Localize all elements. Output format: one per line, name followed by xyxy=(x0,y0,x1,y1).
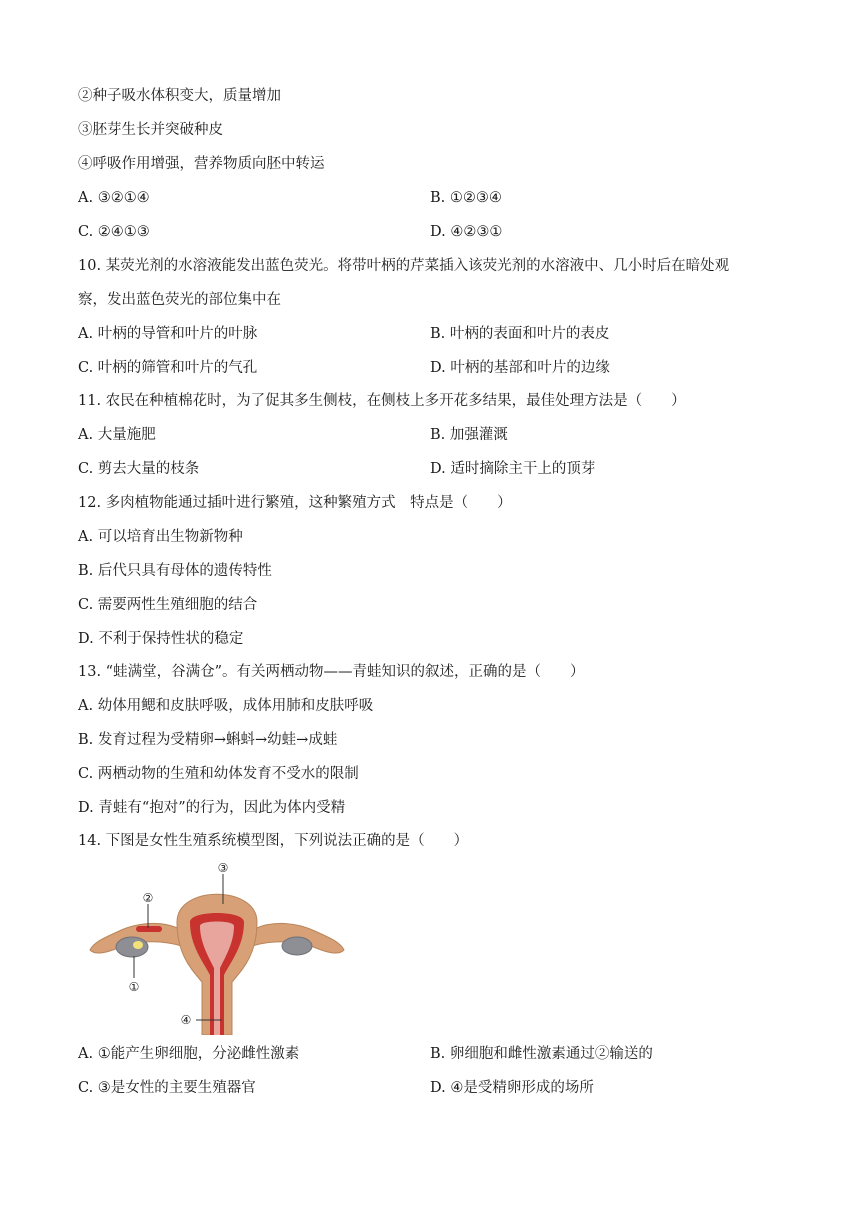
q10-option-c: C. 叶柄的筛管和叶片的气孔 xyxy=(78,360,258,376)
q13-stem: 13. “蛙满堂，谷满仓”。有关两栖动物——青蛙知识的叙述，正确的是（ ） xyxy=(78,664,585,680)
left-tube-red-segment xyxy=(136,926,162,932)
right-ovary xyxy=(282,937,312,955)
q12-option-c: C. 需要两性生殖细胞的结合 xyxy=(78,597,258,613)
q12-stem: 12. 多肉植物能通过插叶进行繁殖，这种繁殖方式 特点是（ ） xyxy=(78,495,512,511)
q12-option-a: A. 可以培育出生物新物种 xyxy=(78,529,243,545)
q10-option-a: A. 叶柄的导管和叶片的叶脉 xyxy=(78,326,258,342)
q10-stem-line2: 察，发出蓝色荧光的部位集中在 xyxy=(78,292,281,308)
q14-stem: 14. 下图是女性生殖系统模型图，下列说法正确的是（ ） xyxy=(78,833,469,849)
q9-option-b: B. ①②③④ xyxy=(430,190,502,206)
q11-option-d: D. 适时摘除主干上的顶芽 xyxy=(430,461,596,477)
q11-option-a: A. 大量施肥 xyxy=(78,427,156,443)
q9-option-d: D. ④②③① xyxy=(430,224,503,240)
q10-option-b: B. 叶柄的表面和叶片的表皮 xyxy=(430,326,610,342)
q12-option-b: B. 后代只具有母体的遗传特性 xyxy=(78,563,272,579)
q12-option-d: D. 不利于保持性状的稳定 xyxy=(78,631,244,647)
ovum-highlight xyxy=(133,941,143,949)
q13-option-b: B. 发育过程为受精卵→蝌蚪→幼蛙→成蛙 xyxy=(78,732,338,748)
q11-option-c: C. 剪去大量的枝条 xyxy=(78,461,200,477)
q9-option-a: A. ③②①④ xyxy=(78,190,150,206)
q10-stem-line1: 10. 某荧光剂的水溶液能发出蓝色荧光。将带叶柄的芹菜插入该荧光剂的水溶液中、几小时后在暗处观 xyxy=(78,258,730,274)
label-4: ④ xyxy=(180,1013,192,1027)
q10-option-d: D. 叶柄的基部和叶片的边缘 xyxy=(430,360,610,376)
q14-option-d: D. ④是受精卵形成的场所 xyxy=(430,1080,594,1096)
female-reproductive-system-figure xyxy=(82,860,352,1035)
label-1: ① xyxy=(128,980,140,994)
q13-option-a: A. 幼体用鳃和皮肤呼吸，成体用肺和皮肤呼吸 xyxy=(78,698,374,714)
label-3: ③ xyxy=(217,861,229,875)
q9-statement-2: ②种子吸水体积变大，质量增加 xyxy=(78,88,281,104)
q9-statement-4: ④呼吸作用增强，营养物质向胚中转运 xyxy=(78,156,325,172)
q14-option-c: C. ③是女性的主要生殖器官 xyxy=(78,1080,256,1096)
q13-option-c: C. 两栖动物的生殖和幼体发育不受水的限制 xyxy=(78,766,359,782)
q9-statement-3: ③胚芽生长并突破种皮 xyxy=(78,122,223,138)
left-ovary xyxy=(116,937,148,957)
q14-option-a: A. ①能产生卵细胞，分泌雌性激素 xyxy=(78,1046,300,1062)
label-2: ② xyxy=(142,891,154,905)
q14-option-b: B. 卵细胞和雌性激素通过②输送的 xyxy=(430,1046,653,1062)
q11-stem: 11. 农民在种植棉花时，为了促其多生侧枝，在侧枝上多开花多结果，最佳处理方法是（ ） xyxy=(78,393,686,409)
q11-option-b: B. 加强灌溉 xyxy=(430,427,508,443)
q9-option-c: C. ②④①③ xyxy=(78,224,150,240)
q13-option-d: D. 青蛙有“抱对”的行为，因此为体内受精 xyxy=(78,800,346,816)
